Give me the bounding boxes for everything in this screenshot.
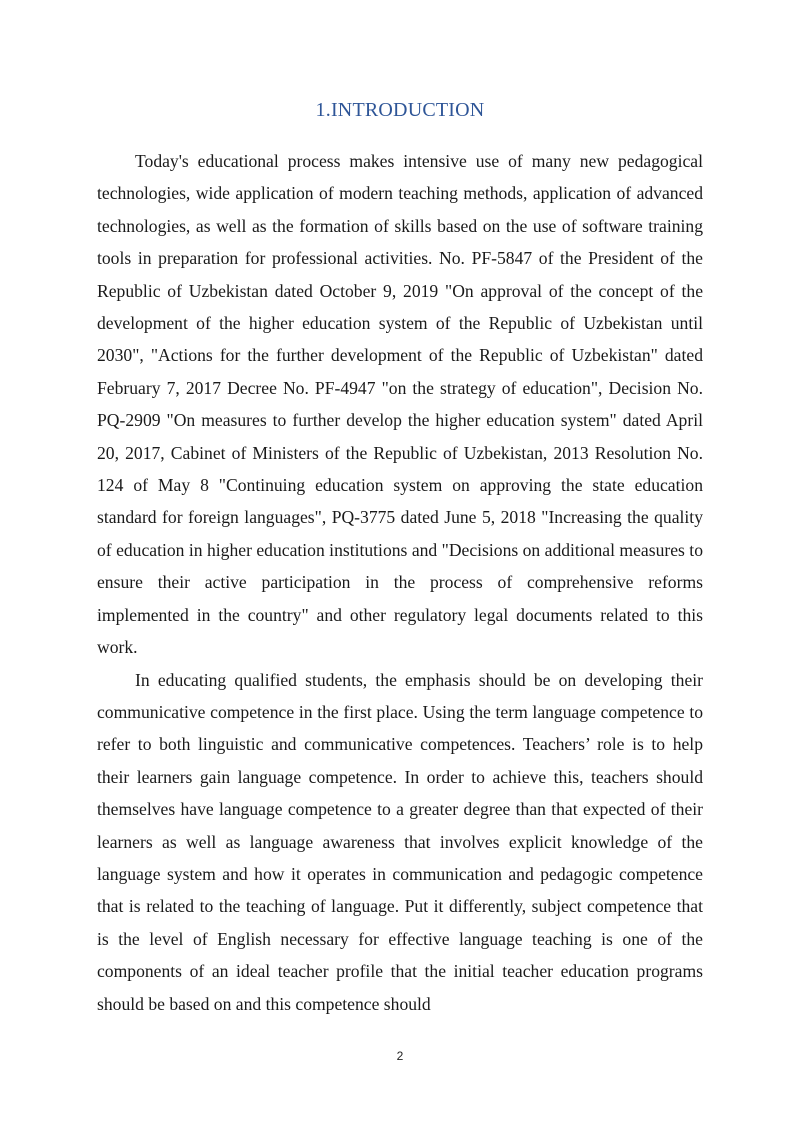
section-heading: 1.INTRODUCTION xyxy=(315,99,485,121)
paragraph-1: Today's educational process makes intensive use of many new pedagogical technologies, wide application of modern teaching methods, application of advanced technologies, as well as the formation of skills based on the use of software training tools in preparation for professional activities. No. PF-5847 of the President of the Republic of Uzbekistan dated October 9, 2019 "On approval of the concept of the development of the higher education system of the Republic of Uzbekistan until 2030", "Actions for the further development of the Republic of Uzbekistan" dated February 7, 2017 Decree No. PF-4947 "on the strategy of education", Decision No. PQ-2909 "On measures to further develop the higher education system" dated April 20, 2017, Cabinet of Ministers of the Republic of Uzbekistan, 2013 Resolution No. 124 of May 8 "Continuing education system on approving the state education standard for foreign languages", PQ-3775 dated June 5, 2018 "Increasing the quality of education in higher education institutions and "Decisions on additional measures to ensure their active participation in the process of comprehensive reforms implemented in the country" and other regulatory legal documents related to this work. xyxy=(97,151,703,658)
body-text xyxy=(97,145,703,1020)
paragraph-2: In educating qualified students, the emphasis should be on developing their communicative competence in the first place. Using the term language competence to refer to both linguistic and communicative competences. Teachers’ role is to help their learners gain language competence. In order to achieve this, teachers should themselves have language competence to a greater degree than that expected of their learners as well as language awareness that involves explicit knowledge of the language system and how it operates in communication and pedagogic competence that is related to the teaching of language. Put it differently, subject competence that is the level of English necessary for effective language teaching is one of the components of an ideal teacher profile that the initial teacher education programs should be based on and this competence should xyxy=(97,669,703,1014)
page-number: 2 xyxy=(396,1049,404,1063)
